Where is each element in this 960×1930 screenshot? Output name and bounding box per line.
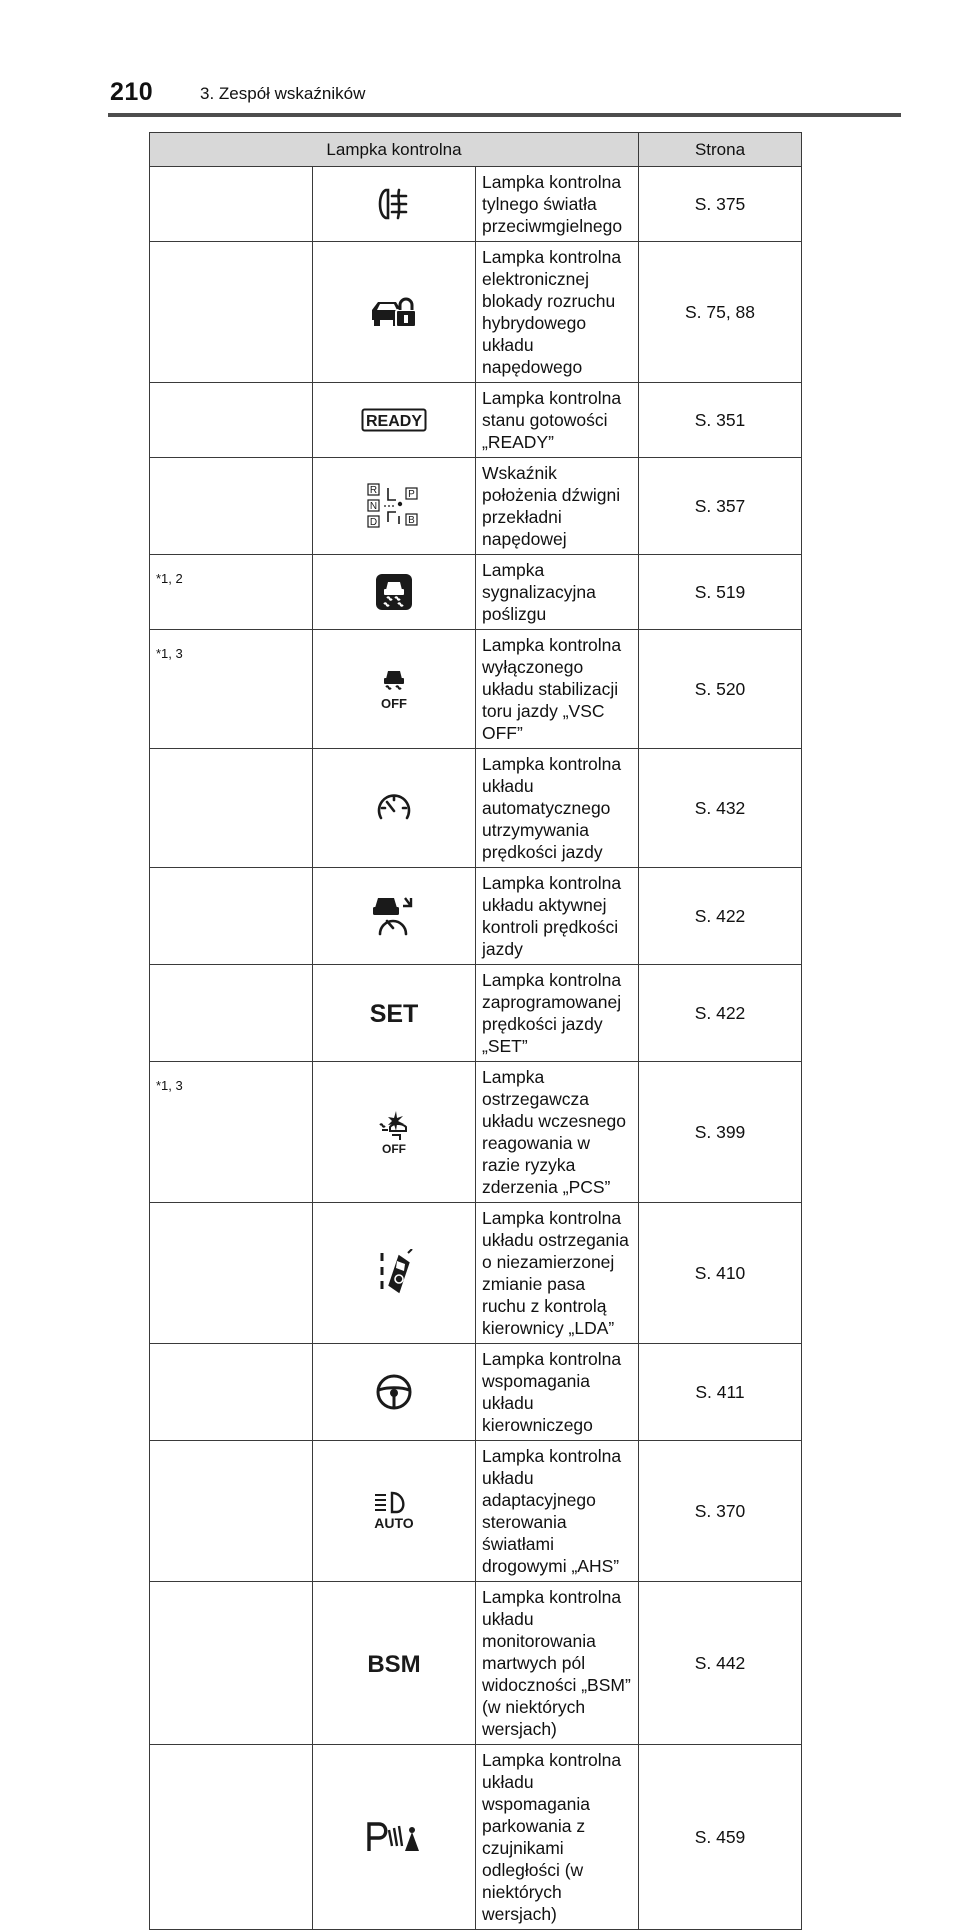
footnote-mark [150,868,313,965]
indicator-description: Lampka kontrolna układu adaptacyjnego sterowania światłami drogowymi „AHS” [476,1441,639,1582]
table-row [150,1582,802,1745]
parking-sensor-icon [313,1745,476,1930]
indicator-description: Lampka kontrolna wspomagania układu kierowniczego [476,1344,639,1441]
page-reference: S. 399 [639,1062,802,1203]
table-row [150,1745,802,1930]
indicator-description: Lampka kontrolna tylnego światła przeciwmgielnego [476,167,639,242]
table-row [150,965,802,1062]
table-row [150,1203,802,1344]
svg-text:D: D [369,517,378,528]
footnote-mark [150,458,313,555]
table-row [150,1344,802,1441]
indicator-description: Lampka ostrzegawcza układu wczesnego reagowania w razie ryzyka zderzenia „PCS” [476,1062,639,1203]
svg-text:OFF: OFF [381,696,407,711]
table-row [150,555,802,630]
immobilizer-lock-icon [313,242,476,383]
footnote-mark [150,1745,313,1930]
indicator-description: Lampka kontrolna układu monitorowania martwych pól widoczności „BSM” (w niektórych wersjach) [476,1582,639,1745]
page-reference: S. 432 [639,749,802,868]
ready-icon [313,383,476,458]
shift-position-icon [313,458,476,555]
footnote-mark [150,1344,313,1441]
page-reference: S. 519 [639,555,802,630]
indicator-description: Lampka sygnalizacyjna poślizgu [476,555,639,630]
page-reference: S. 422 [639,868,802,965]
svg-text:N: N [369,501,378,512]
svg-text:R: R [369,485,378,496]
footnote-mark [150,1582,313,1745]
page-reference: S. 422 [639,965,802,1062]
indicator-description: Lampka kontrolna układu wspomagania parkowania z czujnikami odległości (w niektórych wersjach) [476,1745,639,1930]
page-reference: S. 520 [639,630,802,749]
column-header-page: Strona [639,133,802,167]
header-rule [108,113,901,117]
table-row [150,1441,802,1582]
svg-text:BSM: BSM [367,1651,421,1677]
table-row [150,1062,802,1203]
svg-text:READY: READY [366,413,423,430]
footnote-mark: *1, 3 [150,1062,313,1203]
page-reference: S. 442 [639,1582,802,1745]
page-reference: S. 75, 88 [639,242,802,383]
table-row [150,383,802,458]
footnote-mark [150,1203,313,1344]
lda-icon [313,1203,476,1344]
footnote-mark [150,383,313,458]
footnote-mark [150,965,313,1062]
steering-assist-icon [313,1344,476,1441]
svg-text:B: B [408,515,415,526]
indicator-description: Lampka kontrolna zaprogramowanej prędkości jazdy „SET” [476,965,639,1062]
bsm-icon [313,1582,476,1745]
radar-cruise-icon [313,868,476,965]
rear-fog-light-icon [313,167,476,242]
indicator-description: Lampka kontrolna elektronicznej blokady rozruchu hybrydowego układu napędowego [476,242,639,383]
svg-text:AUTO: AUTO [374,1515,414,1531]
table-row [150,167,802,242]
table-row [150,868,802,965]
table-row [150,242,802,383]
page-reference: S. 411 [639,1344,802,1441]
page-reference: S. 459 [639,1745,802,1930]
page-reference: S. 370 [639,1441,802,1582]
footnote-mark: *1, 3 [150,630,313,749]
page-number: 210 [110,78,154,106]
slip-indicator-icon [313,555,476,630]
table-header-row [150,133,802,167]
footnote-mark [150,749,313,868]
svg-text:P: P [408,489,415,500]
svg-text:OFF: OFF [382,1142,406,1155]
indicator-table [149,132,802,1930]
indicator-description: Lampka kontrolna stanu gotowości „READY” [476,383,639,458]
footnote-mark [150,242,313,383]
indicator-description: Lampka kontrolna układu aktywnej kontroli prędkości jazdy [476,868,639,965]
page-reference: S. 357 [639,458,802,555]
footnote-mark [150,1441,313,1582]
cruise-control-icon [313,749,476,868]
svg-text:SET: SET [369,1000,419,1027]
footnote-mark: *1, 2 [150,555,313,630]
footnote-mark [150,167,313,242]
set-icon [313,965,476,1062]
section-title: 3. Zespół wskaźników [200,84,366,103]
indicator-description: Lampka kontrolna układu ostrzegania o niezamierzonej zmianie pasa ruchu z kontrolą kierownicy „LDA” [476,1203,639,1344]
indicator-description: Lampka kontrolna wyłączonego układu stabilizacji toru jazdy „VSC OFF” [476,630,639,749]
vsc-off-icon [313,630,476,749]
page-reference: S. 410 [639,1203,802,1344]
indicator-description: Wskaźnik położenia dźwigni przekładni napędowej [476,458,639,555]
pcs-off-icon [313,1062,476,1203]
table-row [150,458,802,555]
table-row [150,630,802,749]
page-reference: S. 351 [639,383,802,458]
indicator-description: Lampka kontrolna układu automatycznego utrzymywania prędkości jazdy [476,749,639,868]
column-header-indicator: Lampka kontrolna [150,133,639,167]
table-row [150,749,802,868]
ahs-auto-icon [313,1441,476,1582]
page-reference: S. 375 [639,167,802,242]
